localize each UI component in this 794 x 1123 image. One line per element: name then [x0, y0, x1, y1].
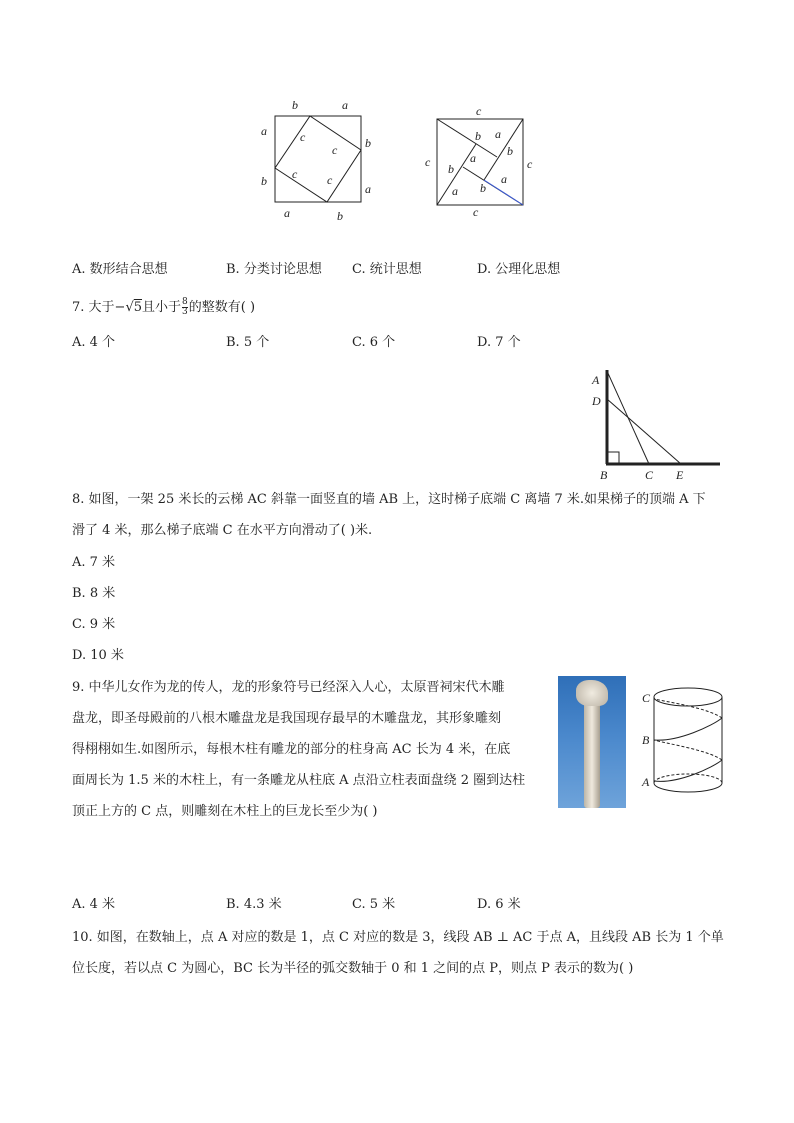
q7-option-b: B. 5 个 [226, 335, 270, 350]
label-inner-c1: c [300, 130, 306, 144]
pillar-carving-top [576, 680, 608, 706]
q9-option-d: D. 6 米 [477, 897, 521, 912]
label-inner-c2: c [332, 143, 338, 157]
q8-option-b: B. 8 米 [72, 586, 116, 601]
pythagoras-figure-1 [255, 95, 380, 225]
label-right-a: a [365, 182, 371, 196]
label-bottom-c: c [473, 205, 479, 219]
ladder-figure [585, 367, 725, 482]
label-C: C [642, 691, 651, 705]
label-inner-c4: c [327, 173, 333, 187]
label-A: A [592, 373, 600, 387]
q9-stem-line1: 9. 中华儿女作为龙的传人，龙的形象符号已经深入人心，太原晋祠宋代木雕 [72, 680, 505, 695]
pythagoras-figure-2 [420, 100, 545, 225]
q9-stem-line2: 盘龙，即圣母殿前的八根木雕盘龙是我国现存最早的木雕盘龙，其形象雕刻 [72, 711, 502, 726]
q6-option-a: A. 数形结合思想 [72, 262, 168, 277]
label-B: B [642, 733, 650, 747]
label-B: B [600, 468, 608, 482]
label-a3: a [452, 184, 458, 198]
label-inner-c3: c [292, 167, 298, 181]
label-a2: a [470, 151, 476, 165]
label-a1: a [495, 127, 501, 141]
label-a4: a [501, 172, 507, 186]
label-left-c: c [425, 155, 431, 169]
q7-stem: 7. 大于−√5且小于 $\frac{8}{3}$ 的整数有( ) [72, 297, 256, 317]
q6-option-d: D. 公理化思想 [477, 262, 561, 277]
q6-option-b: B. 分类讨论思想 [226, 262, 322, 277]
label-top-a: a [342, 98, 348, 112]
q10-stem-line2: 位长度，若以点 C 为圆心，BC 长为半径的弧交数轴于 0 和 1 之间的点 P，则点 P 表示的数为( ) [72, 961, 634, 976]
label-right-b: b [365, 136, 371, 150]
label-D: D [592, 394, 601, 408]
label-b4: b [480, 181, 486, 195]
q9-option-a: A. 4 米 [72, 897, 116, 912]
label-bottom-a: a [284, 206, 290, 220]
q9-stem-line4: 面周长为 1.5 米的木柱上，有一条雕龙从柱底 A 点沿立柱表面盘绕 2 圈到达柱 [72, 773, 526, 788]
label-top-b: b [292, 98, 298, 112]
q9-stem-line3: 得栩栩如生.如图所示，每根木柱有雕龙的部分的柱身高 AC 长为 4 米，在底 [72, 742, 511, 757]
q8-option-c: C. 9 米 [72, 617, 116, 632]
q7-option-a: A. 4 个 [72, 335, 116, 350]
q7-fraction: $\frac{8}{3}$ [182, 297, 188, 317]
label-top-c: c [476, 104, 482, 118]
q9-option-c: C. 5 米 [352, 897, 396, 912]
dragon-pillar-photo [558, 676, 626, 808]
q7-option-d: D. 7 个 [477, 335, 521, 350]
label-b2: b [507, 144, 513, 158]
q8-option-a: A. 7 米 [72, 555, 116, 570]
label-left-a: a [261, 124, 267, 138]
label-b3: b [448, 162, 454, 176]
label-left-b: b [261, 174, 267, 188]
q8-stem-line1: 8. 如图，一架 25 米长的云梯 AC 斜靠一面竖直的墙 AB 上，这时梯子底端 C 离墙 7 米.如果梯子的顶端 A 下 [72, 492, 706, 507]
q8-stem-line2: 滑了 4 米，那么梯子底端 C 在水平方向滑动了( )米. [72, 523, 373, 538]
q9-stem-line5: 顶正上方的 C 点，则雕刻在木柱上的巨龙长至少为( ) [72, 804, 378, 819]
label-C: C [645, 468, 654, 482]
label-b1: b [475, 129, 481, 143]
label-right-c: c [527, 157, 533, 171]
q8-option-d: D. 10 米 [72, 648, 124, 663]
q9-option-b: B. 4.3 米 [226, 897, 282, 912]
q7-option-c: C. 6 个 [352, 335, 396, 350]
q6-option-c: C. 统计思想 [352, 262, 422, 277]
label-E: E [676, 468, 684, 482]
label-A: A [642, 775, 650, 789]
cylinder-figure [638, 680, 733, 805]
q10-stem-line1: 10. 如图，在数轴上，点 A 对应的数是 1，点 C 对应的数是 3，线段 AB ⊥ AC 于点 A，且线段 AB 长为 1 个单 [72, 930, 724, 945]
label-bottom-b: b [337, 209, 343, 223]
